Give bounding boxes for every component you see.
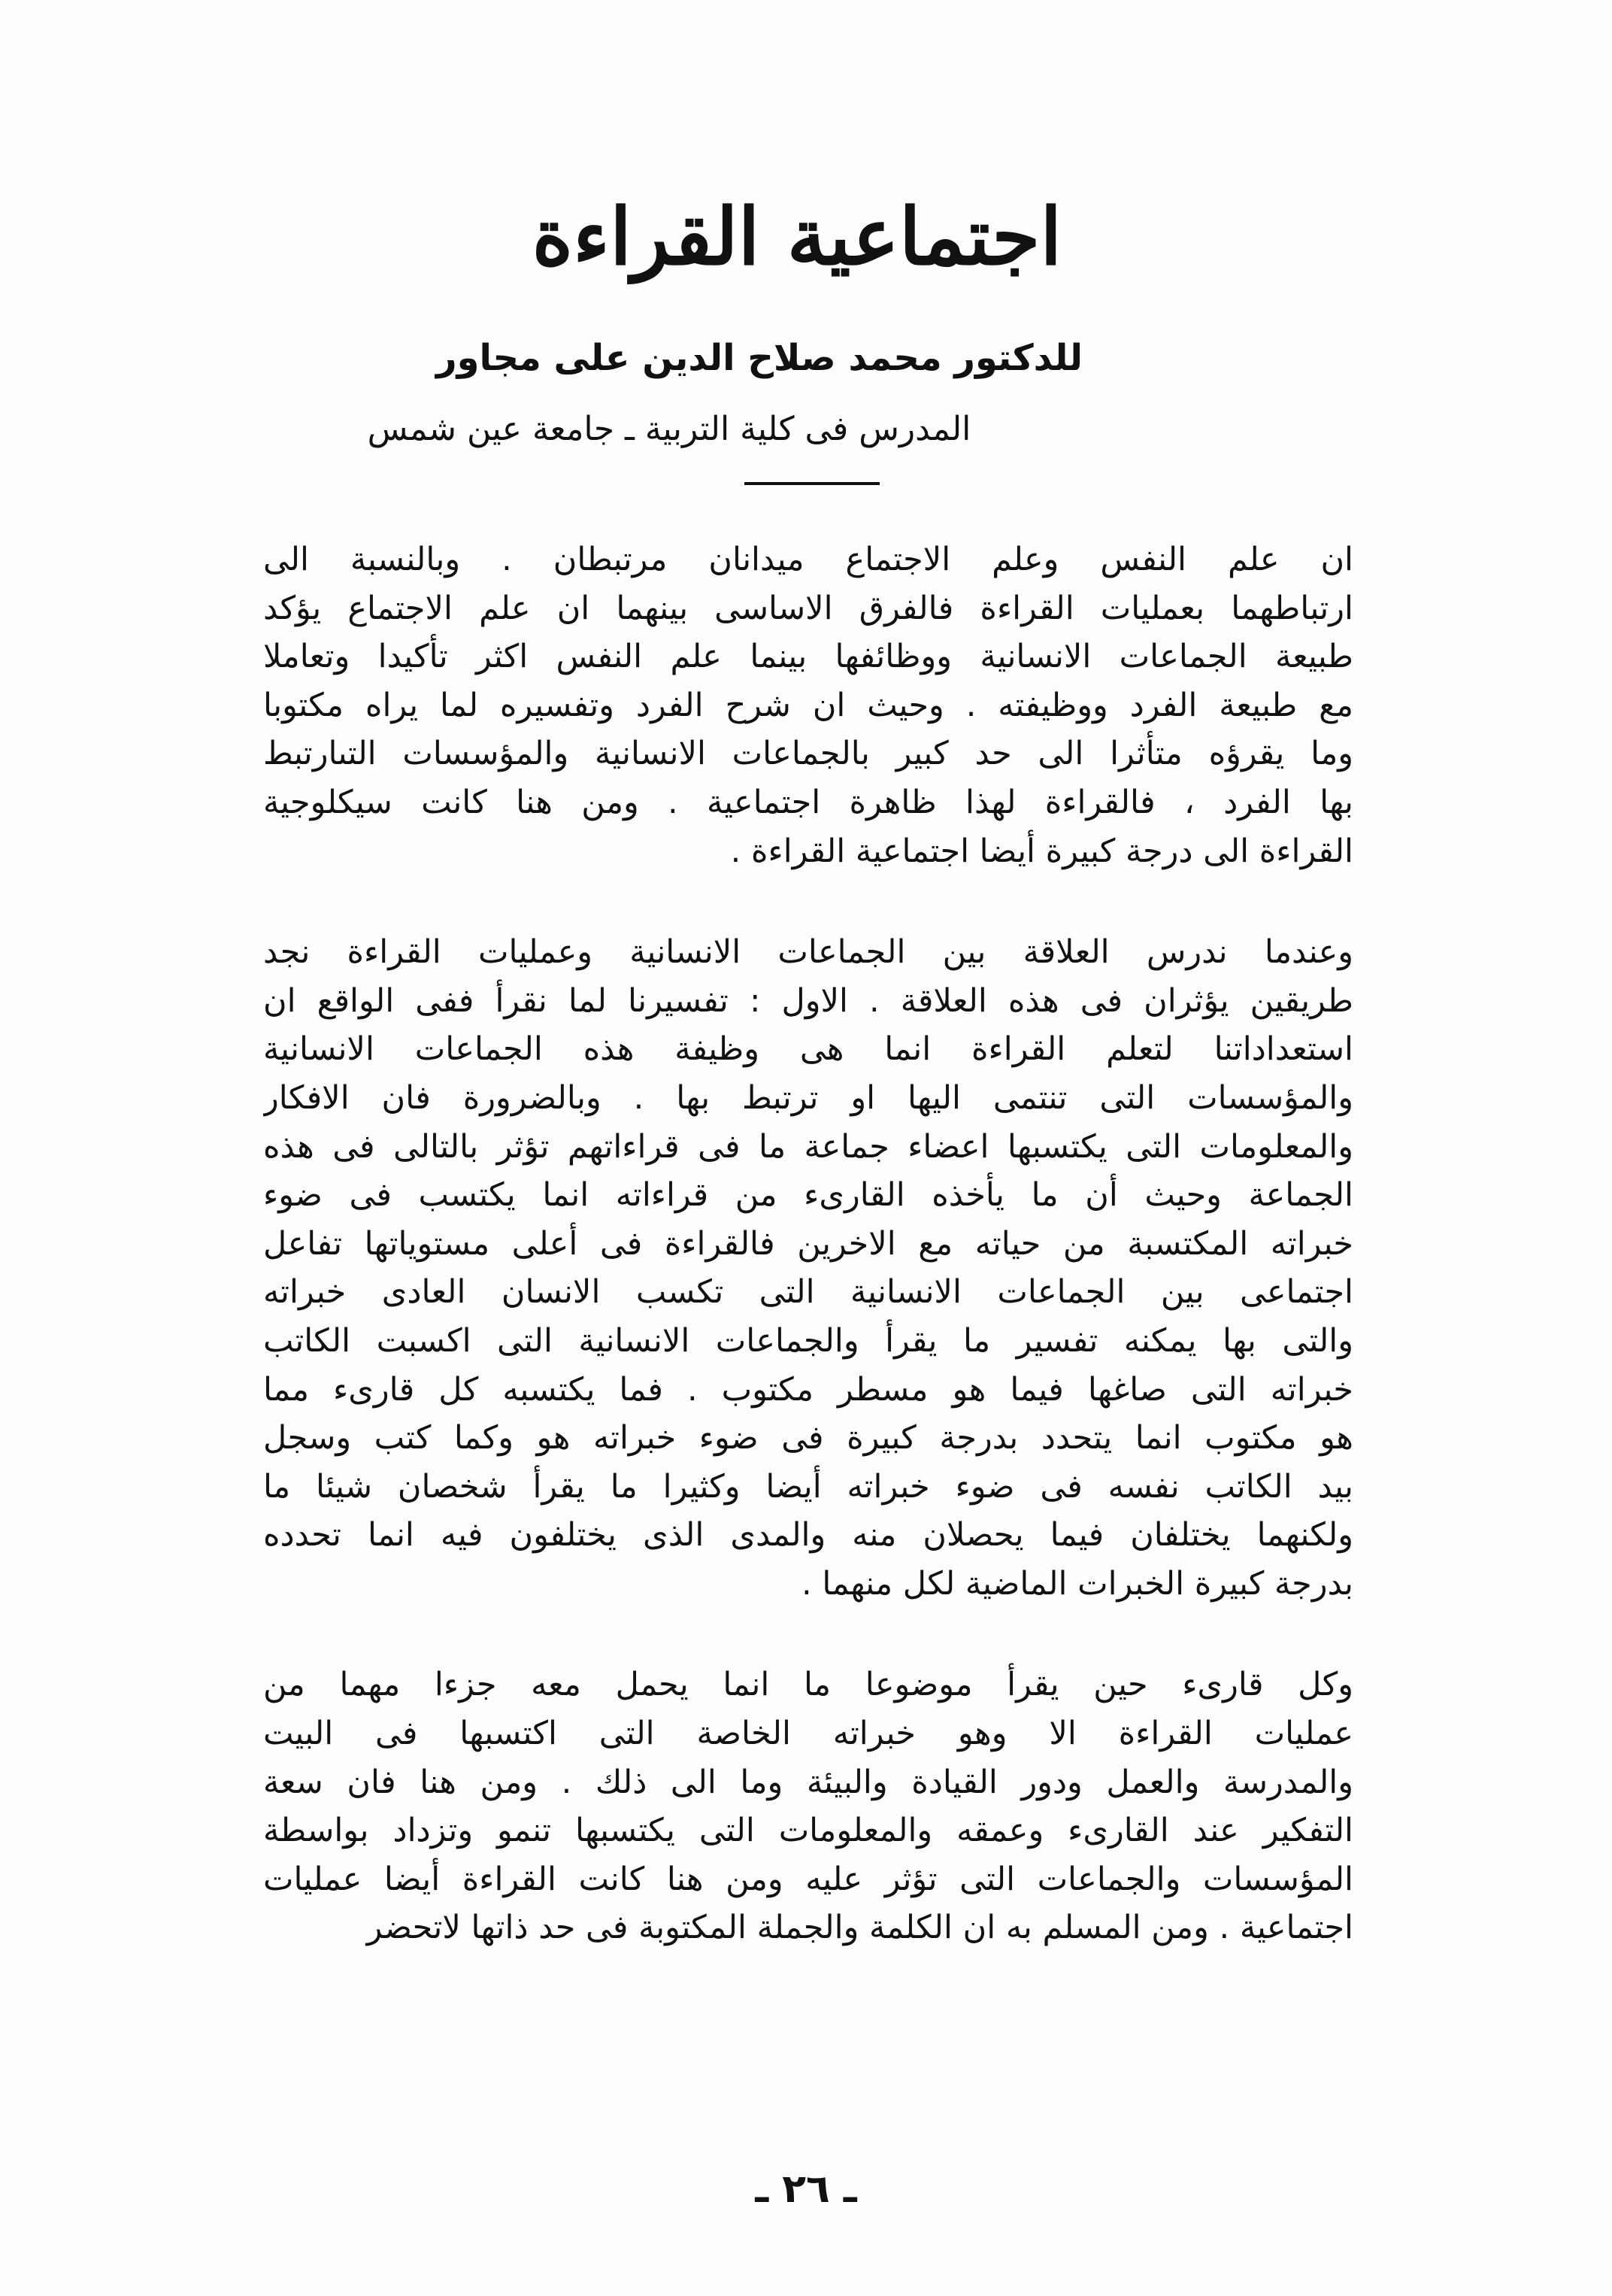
text-line: المؤسسات والجماعات التى تؤثر عليه ومن هنا كانت القراءة أيضا عمليات <box>263 1860 1353 1898</box>
text-line: اجتماعية . ومن المسلم به ان الكلمة والجملة المكتوبة فى حد ذاتها لاتحضر <box>366 1909 1353 1947</box>
article-title: اجتماعية القراءة <box>532 190 1062 283</box>
author-name: للدكتور محمد صلاح الدين على مجاور <box>436 337 1083 379</box>
text-line: الجماعة وحيث أن ما يأخذه القارىء من قراءاته انما يكتسب فى ضوء <box>263 1176 1353 1215</box>
paragraph-gap <box>263 1608 1353 1661</box>
text-line: اجتماعى بين الجماعات الانسانية التى تكسب الانسان العادى خبراته <box>263 1273 1353 1312</box>
paragraph <box>263 1661 1353 1952</box>
text-line: التفكير عند القارىء وعمقه والمعلومات التى يكتسبها تنمو وتزداد بواسطة <box>263 1812 1353 1850</box>
text-line: وعندما ندرس العلاقة بين الجماعات الانسانية وعمليات القراءة نجد <box>263 933 1353 972</box>
text-line: والمؤسسات التى تنتمى اليها او ترتبط بها . وبالضرورة فان الافكار <box>263 1078 1353 1117</box>
text-line: طريقين يؤثران فى هذه العلاقة . الاول : تفسيرنا لما نقرأ ففى الواقع ان <box>263 981 1353 1020</box>
text-line: هو مكتوب انما يتحدد بدرجة كبيرة فى ضوء خبراته هو وكما كتب وسجل <box>263 1419 1353 1457</box>
author-affiliation: المدرس فى كلية التربية ـ جامعة عين شمس <box>367 410 971 448</box>
text-line: بها الفرد ، فالقراءة لهذا ظاهرة اجتماعية . ومن هنا كانت سيكلوجية <box>263 783 1353 821</box>
paragraph <box>263 535 1353 875</box>
text-line: والتى بها يمكنه تفسير ما يقرأ والجماعات الانسانية التى اكسبت الكاتب <box>263 1321 1353 1360</box>
text-line: بدرجة كبيرة الخبرات الماضية لكل منهما . <box>801 1564 1353 1603</box>
text-line: خبراته المكتسبة من حياته مع الاخرين فالقراءة فى أعلى مستوياتها تفاعل <box>263 1224 1353 1263</box>
text-line: مع طبيعة الفرد ووظيفته . وحيث ان شرح الفرد وتفسيره لما يراه مكتوبا <box>263 686 1353 724</box>
text-line: عمليات القراءة الا وهو خبراته الخاصة التى اكتسبها فى البيت <box>263 1715 1353 1753</box>
text-line: خبراته التى صاغها فيما هو مسطر مكتوب . فما يكتسبه كل قارىء مما <box>263 1370 1353 1409</box>
paragraph-gap <box>263 875 1353 928</box>
paragraph <box>263 928 1353 1608</box>
text-line: وكل قارىء حين يقرأ موضوعا ما انما يحمل معه جزءا مهما من <box>263 1666 1353 1704</box>
text-line: ان علم النفس وعلم الاجتماع ميدانان مرتبطان . وبالنسبة الى <box>263 541 1353 578</box>
text-line: بيد الكاتب نفسه فى ضوء خبراته أيضا وكثيرا ما يقرأ شخصان شيئا ما <box>263 1467 1353 1506</box>
text-line: والمدرسة والعمل ودور القيادة والبيئة وما الى ذلك . ومن هنا فان سعة <box>263 1763 1353 1801</box>
text-line: وما يقرؤه متأثرا الى حد كبير بالجماعات الانسانية والمؤسسات التىارتبط <box>263 735 1353 773</box>
title-divider <box>744 482 880 485</box>
text-line: استعداداتنا لتعلم القراءة انما هى وظيفة هذه الجماعات الانسانية <box>263 1030 1353 1069</box>
text-line: طبيعة الجماعات الانسانية ووظائفها بينما علم النفس اكثر تأكيدا وتعاملا <box>263 638 1353 676</box>
page-number: ـ ٢٦ ـ <box>755 2167 857 2212</box>
text-line: ولكنهما يختلفان فيما يحصلان منه والمدى الذى يختلفون فيه انما تحدده <box>263 1516 1353 1554</box>
text-line: والمعلومات التى يكتسبها اعضاء جماعة ما فى قراءاتهم تؤثر بالتالى فى هذه <box>263 1127 1353 1166</box>
text-line: القراءة الى درجة كبيرة أيضا اجتماعية القراءة . <box>730 832 1353 870</box>
article-body <box>263 535 1353 1952</box>
text-line: ارتباطهما بعمليات القراءة فالفرق الاساسى بينهما ان علم الاجتماع يؤكد <box>263 589 1353 627</box>
